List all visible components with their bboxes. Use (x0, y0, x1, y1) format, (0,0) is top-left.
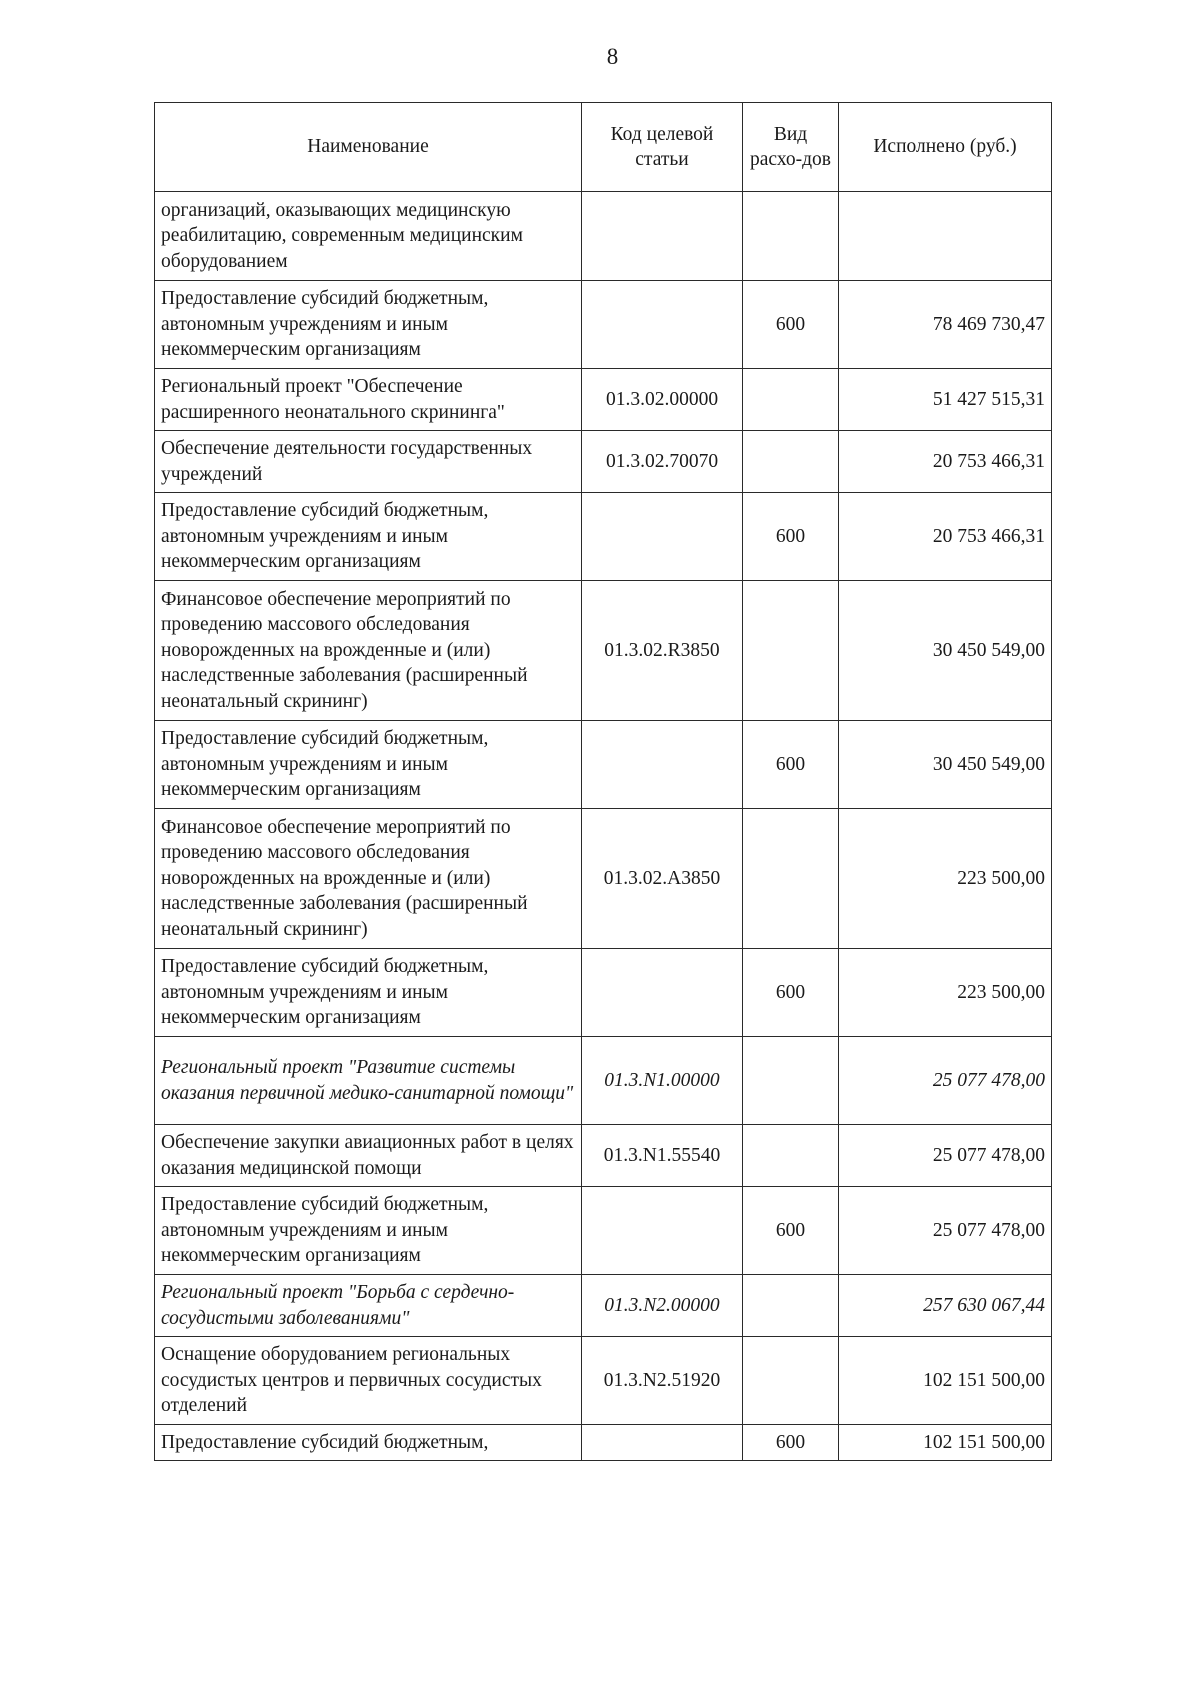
row-sum: 25 077 478,00 (839, 1125, 1052, 1187)
row-code (582, 192, 743, 281)
table-row (155, 949, 1052, 1037)
table-row (155, 369, 1052, 431)
header-sum: Исполнено (руб.) (839, 103, 1052, 192)
table-row (155, 581, 1052, 721)
row-name: Финансовое обеспечение мероприятий по проведению массового обследования новорожденных на врожденные и (или) наследственные заболевания (расширенный неонатальный скрининг) (155, 581, 582, 721)
table-row (155, 721, 1052, 809)
row-kind (743, 1275, 839, 1337)
table-row (155, 1275, 1052, 1337)
row-code: 01.3.N1.55540 (582, 1125, 743, 1187)
row-name: Обеспечение деятельности государственных учреждений (155, 431, 582, 493)
row-kind: 600 (743, 281, 839, 369)
row-kind (743, 1337, 839, 1425)
table-row (155, 192, 1052, 281)
row-sum: 20 753 466,31 (839, 493, 1052, 581)
row-kind (743, 1125, 839, 1187)
row-kind (743, 1037, 839, 1125)
row-sum: 102 151 500,00 (839, 1425, 1052, 1461)
row-name: Предоставление субсидий бюджетным, (155, 1425, 582, 1461)
row-code (582, 721, 743, 809)
row-code: 01.3.N2.00000 (582, 1275, 743, 1337)
row-name: Финансовое обеспечение мероприятий по проведению массового обследования новорожденных на врожденные и (или) наследственные заболевания (расширенный неонатальный скрининг) (155, 809, 582, 949)
row-code: 01.3.02.00000 (582, 369, 743, 431)
table-header-row (155, 103, 1052, 192)
table-row (155, 1425, 1052, 1461)
header-code: Код целевой статьи (582, 103, 743, 192)
row-code: 01.3.02.A3850 (582, 809, 743, 949)
row-sum: 102 151 500,00 (839, 1337, 1052, 1425)
row-name: Предоставление субсидий бюджетным, автономным учреждениям и иным некоммерческим организациям (155, 281, 582, 369)
row-sum: 25 077 478,00 (839, 1187, 1052, 1275)
table-row (155, 493, 1052, 581)
row-name: Предоставление субсидий бюджетным, автономным учреждениям и иным некоммерческим организациям (155, 949, 582, 1037)
table-row (155, 809, 1052, 949)
row-code (582, 281, 743, 369)
row-kind: 600 (743, 949, 839, 1037)
row-sum: 20 753 466,31 (839, 431, 1052, 493)
row-code (582, 1187, 743, 1275)
row-sum: 25 077 478,00 (839, 1037, 1052, 1125)
table-row (155, 431, 1052, 493)
header-kind: Вид расхо-дов (743, 103, 839, 192)
row-name: Региональный проект "Обеспечение расширенного неонатального скрининга" (155, 369, 582, 431)
row-name: Оснащение оборудованием региональных сосудистых центров и первичных сосудистых отделений (155, 1337, 582, 1425)
row-sum: 223 500,00 (839, 949, 1052, 1037)
row-code: 01.3.N1.00000 (582, 1037, 743, 1125)
table-row (155, 1187, 1052, 1275)
row-sum (839, 192, 1052, 281)
row-code: 01.3.N2.51920 (582, 1337, 743, 1425)
table-row (155, 1037, 1052, 1125)
table-row (155, 1125, 1052, 1187)
row-name: Региональный проект "Развитие системы оказания первичной медико-санитарной помощи" (155, 1037, 582, 1125)
row-sum: 30 450 549,00 (839, 721, 1052, 809)
row-code: 01.3.02.R3850 (582, 581, 743, 721)
row-code (582, 1425, 743, 1461)
row-code (582, 493, 743, 581)
row-name: Предоставление субсидий бюджетным, автономным учреждениям и иным некоммерческим организациям (155, 721, 582, 809)
row-code (582, 949, 743, 1037)
row-name: организаций, оказывающих медицинскую реабилитацию, современным медицинским оборудованием (155, 192, 582, 281)
row-kind (743, 581, 839, 721)
row-name: Региональный проект "Борьба с сердечно-сосудистыми заболеваниями" (155, 1275, 582, 1337)
row-kind (743, 192, 839, 281)
page-number: 8 (606, 44, 619, 69)
row-sum: 223 500,00 (839, 809, 1052, 949)
row-code: 01.3.02.70070 (582, 431, 743, 493)
row-kind: 600 (743, 1425, 839, 1461)
row-name: Предоставление субсидий бюджетным, автономным учреждениям и иным некоммерческим организациям (155, 493, 582, 581)
row-kind: 600 (743, 1187, 839, 1275)
row-kind (743, 809, 839, 949)
row-name: Обеспечение закупки авиационных работ в целях оказания медицинской помощи (155, 1125, 582, 1187)
row-kind: 600 (743, 493, 839, 581)
row-kind (743, 431, 839, 493)
table-row (155, 1337, 1052, 1425)
row-sum: 30 450 549,00 (839, 581, 1052, 721)
budget-table (154, 102, 1052, 1461)
table-row (155, 281, 1052, 369)
row-sum: 51 427 515,31 (839, 369, 1052, 431)
row-kind (743, 369, 839, 431)
header-name: Наименование (155, 103, 582, 192)
row-kind: 600 (743, 721, 839, 809)
row-sum: 257 630 067,44 (839, 1275, 1052, 1337)
row-name: Предоставление субсидий бюджетным, автономным учреждениям и иным некоммерческим организациям (155, 1187, 582, 1275)
row-sum: 78 469 730,47 (839, 281, 1052, 369)
